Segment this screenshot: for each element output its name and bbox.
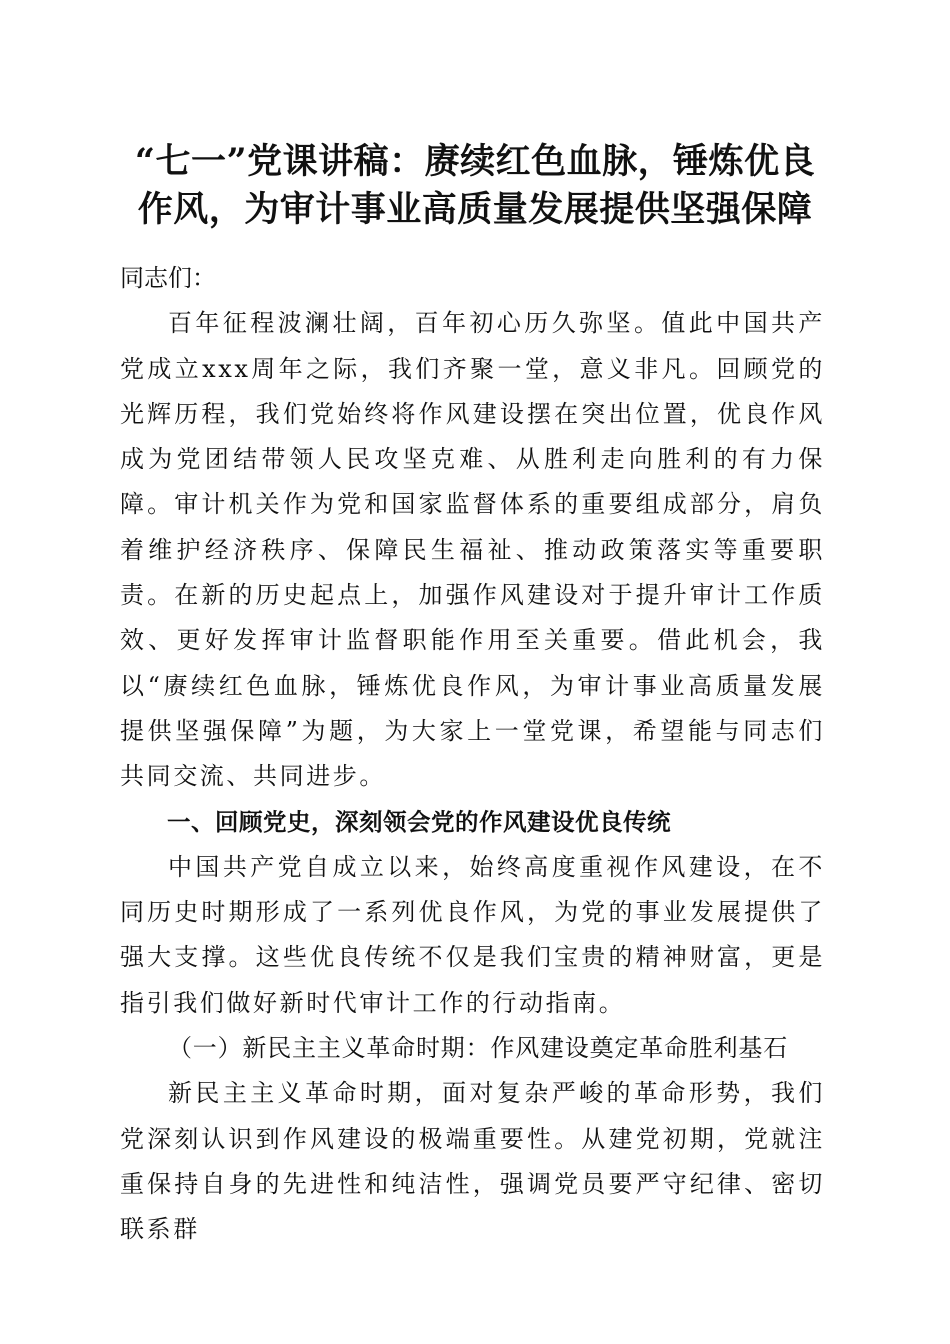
salutation: 同志们： — [120, 264, 216, 292]
document-title: “七一”党课讲稿：赓续红色血脉，锤炼优良作风，为审计事业高质量发展提供坚强保障 — [134, 141, 816, 230]
subsection-heading-1: （一）新民主主义革命时期：作风建设奠定革命胜利基石 — [168, 1034, 788, 1063]
section-1-paragraph: 中国共产党自成立以来，始终高度重视作风建设，在不同历史时期形成了一系列优良作风，为党的事业发展提供了强大支撑。这些优良传统不仅是我们宝贵的精神财富，更是指引我们做好新时代审计工作的行动指南。 — [120, 852, 825, 1017]
subsection-1-paragraph: 新民主主义革命时期，面对复杂严峻的革命形势，我们党深刻认识到作风建设的极端重要性。从建党初期，党就注重保持自身的先进性和纯洁性，强调党员要严守纪律、密切联系群 — [120, 1079, 825, 1244]
section-heading-1: 一、回顾党史，深刻领会党的作风建设优良传统 — [167, 807, 671, 836]
intro-paragraph: 百年征程波澜壮阔，百年初心历久弥坚。值此中国共产党成立xxx周年之际，我们齐聚一堂，意义非凡。回顾党的光辉历程，我们党始终将作风建设摆在突出位置，优良作风成为党团结带领人民攻坚克难、从胜利走向胜利的有力保障。审计机关作为党和国家监督体系的重要组成部分，肩负着维护经济秩序、保障民生福祉、推动政策落实等重要职责。在新的历史起点上，加强作风建设对于提升审计工作质效、更好发挥审计监督职能作用至关重要。借此机会，我以“赓续红色血脉，锤炼优良作风，为审计事业高质量发展提供坚强保障”为题，为大家上一堂党课，希望能与同志们共同交流、共同进步。 — [120, 309, 825, 791]
document-body — [120, 256, 825, 1253]
